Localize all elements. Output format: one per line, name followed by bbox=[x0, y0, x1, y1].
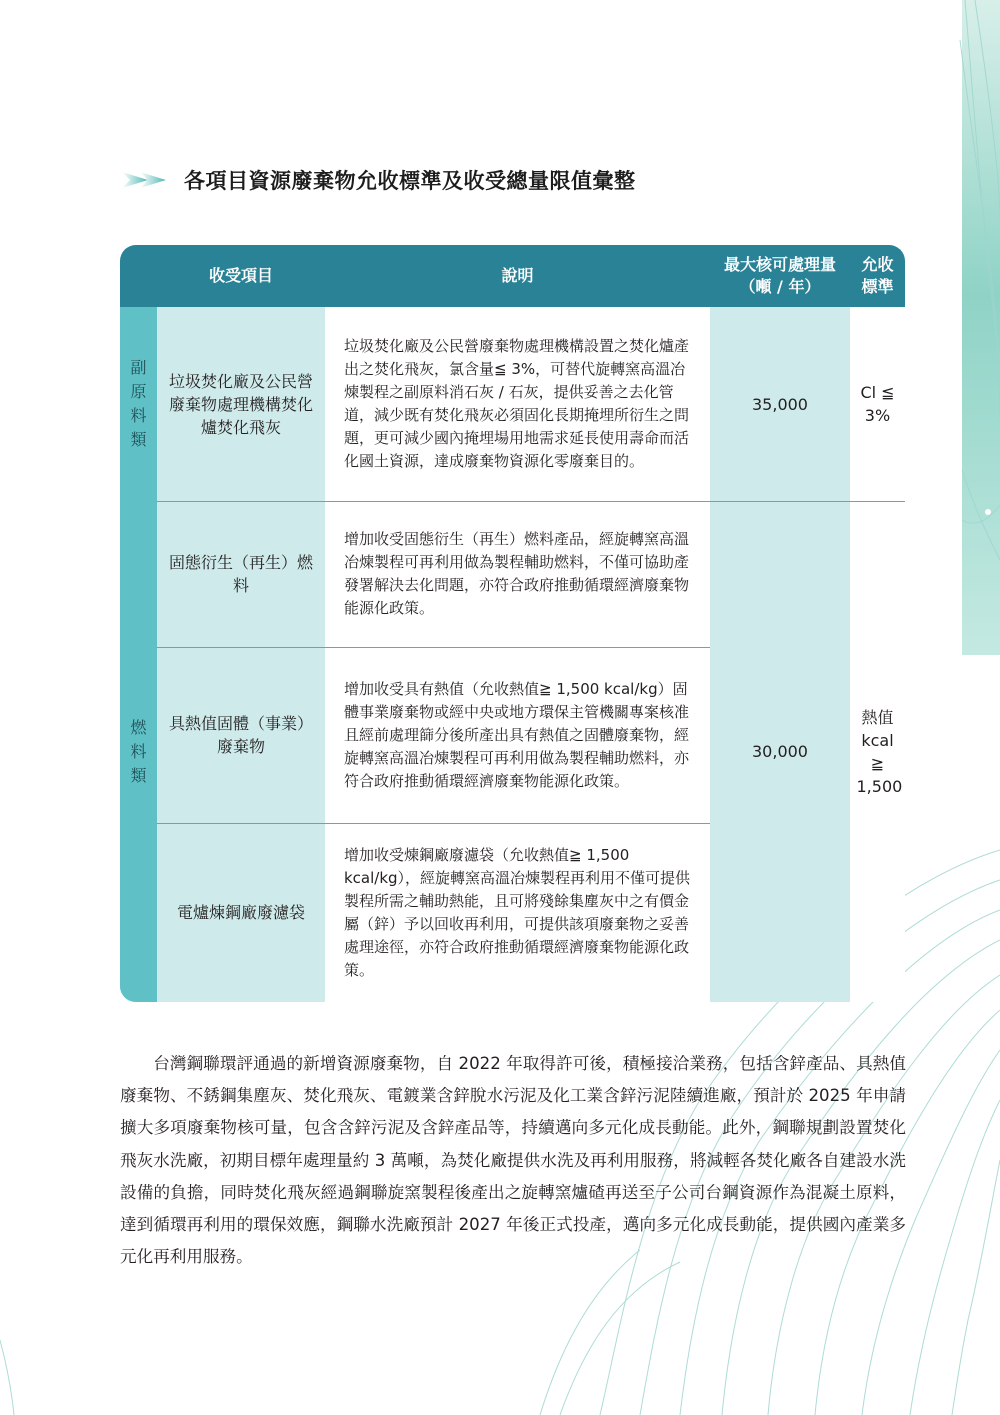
section-heading bbox=[122, 164, 636, 196]
header-item: 收受項目 bbox=[208, 266, 273, 285]
max-capacity-fuel: 30,000 bbox=[710, 501, 850, 1002]
double-arrow-icon bbox=[122, 169, 174, 191]
table-header bbox=[120, 245, 905, 307]
table-row-description: 增加收受具有熱值（允收熱值≧ 1,500 kcal/kg）固體事業廢棄物或經中央或地方環保主管機關專案核准且經前處理篩分後所產出具有熱值之固體廢棄物，經旋轉窯高溫冶煉製程可再利用做為製程輔助燃料，亦符合政府推動循環經濟廢棄物能源化政策。 bbox=[325, 647, 710, 823]
row-divider bbox=[157, 501, 905, 502]
standard-sub-raw: Cl ≦ 3% bbox=[850, 307, 905, 501]
category-fuel: 燃料類 bbox=[120, 501, 157, 1002]
decorative-side-bar bbox=[962, 0, 1000, 655]
category-sub-raw: 副原料類 bbox=[120, 307, 157, 501]
row-divider bbox=[157, 647, 710, 648]
table-row-description: 增加收受固態衍生（再生）燃料產品，經旋轉窯高溫冶煉製程可再利用做為製程輔助燃料，不僅可協助產發署解決去化問題，亦符合政府推動循環經濟廢棄物能源化政策。 bbox=[325, 501, 710, 647]
section-title: 各項目資源廢棄物允收標準及收受總量限值彙整 bbox=[184, 169, 636, 193]
table-row-item: 電爐煉鋼廠廢濾袋 bbox=[157, 823, 325, 1002]
body-paragraph: 台灣鋼聯環評通過的新增資源廢棄物，自 2022 年取得許可後，積極接洽業務，包括含鋅產品、具熱值廢棄物、不銹鋼集塵灰、焚化飛灰、電鍍業含鋅脫水污泥及化工業含鋅污泥陸續進廠，預計於 2025 年申請擴大多項廢棄物核可量，包含含鋅污泥及含鋅產品等，持續邁向多元化成長動能。此外，鋼聯規劃設置焚化飛灰水洗廠，初期目標年處理量約 3 萬噸，為焚化廠提供水洗及再利用服務，將減輕各焚化廠各自建設水洗設備的負擔，同時焚化飛灰經過鋼聯旋窯製程後產出之旋轉窯爐碴再送至子公司台鋼資源作為混凝土原料，達到循環再利用的環保效應，鋼聯水洗廠預計 2027 年後正式投產，邁向多元化成長動能，提供國內產業多元化再利用服務。 bbox=[120, 1054, 906, 1267]
max-capacity-sub-raw: 35,000 bbox=[710, 307, 850, 501]
header-description: 說明 bbox=[501, 266, 534, 285]
header-max-capacity: 最大核可處理量 （噸 / 年） bbox=[723, 255, 836, 296]
waste-acceptance-table bbox=[120, 245, 905, 1002]
table-row-item: 垃圾焚化廠及公民營廢棄物處理機構焚化爐焚化飛灰 bbox=[157, 307, 325, 501]
table-row-item: 具熱值固體（事業）廢棄物 bbox=[157, 647, 325, 823]
header-standard: 允收 標準 bbox=[861, 255, 894, 296]
table-row-item: 固態衍生（再生）燃料 bbox=[157, 501, 325, 647]
table-row-description: 增加收受煉鋼廠廢濾袋（允收熱值≧ 1,500 kcal/kg），經旋轉窯高溫冶煉製程再利用不僅可提供製程所需之輔助熱能，且可將殘餘集塵灰中之有價金屬（鋅）予以回收再利用，可提供該項廢棄物之妥善處理途徑，亦符合政府推動循環經濟廢棄物能源化政策。 bbox=[325, 823, 710, 1002]
row-divider bbox=[157, 823, 710, 824]
table-row-description: 垃圾焚化廠及公民營廢棄物處理機構設置之焚化爐產出之焚化飛灰，氯含量≦ 3%，可替代旋轉窯高溫冶煉製程之副原料消石灰 / 石灰，提供妥善之去化管道，減少既有焚化飛灰必須固化長期掩埋所衍生之問題，更可減少國內掩埋場用地需求延長使用壽命而活化國土資源，達成廢棄物資源化零廢棄目的。 bbox=[325, 307, 710, 501]
standard-fuel: 熱值 kcal ≧ 1,500 bbox=[850, 501, 905, 1002]
